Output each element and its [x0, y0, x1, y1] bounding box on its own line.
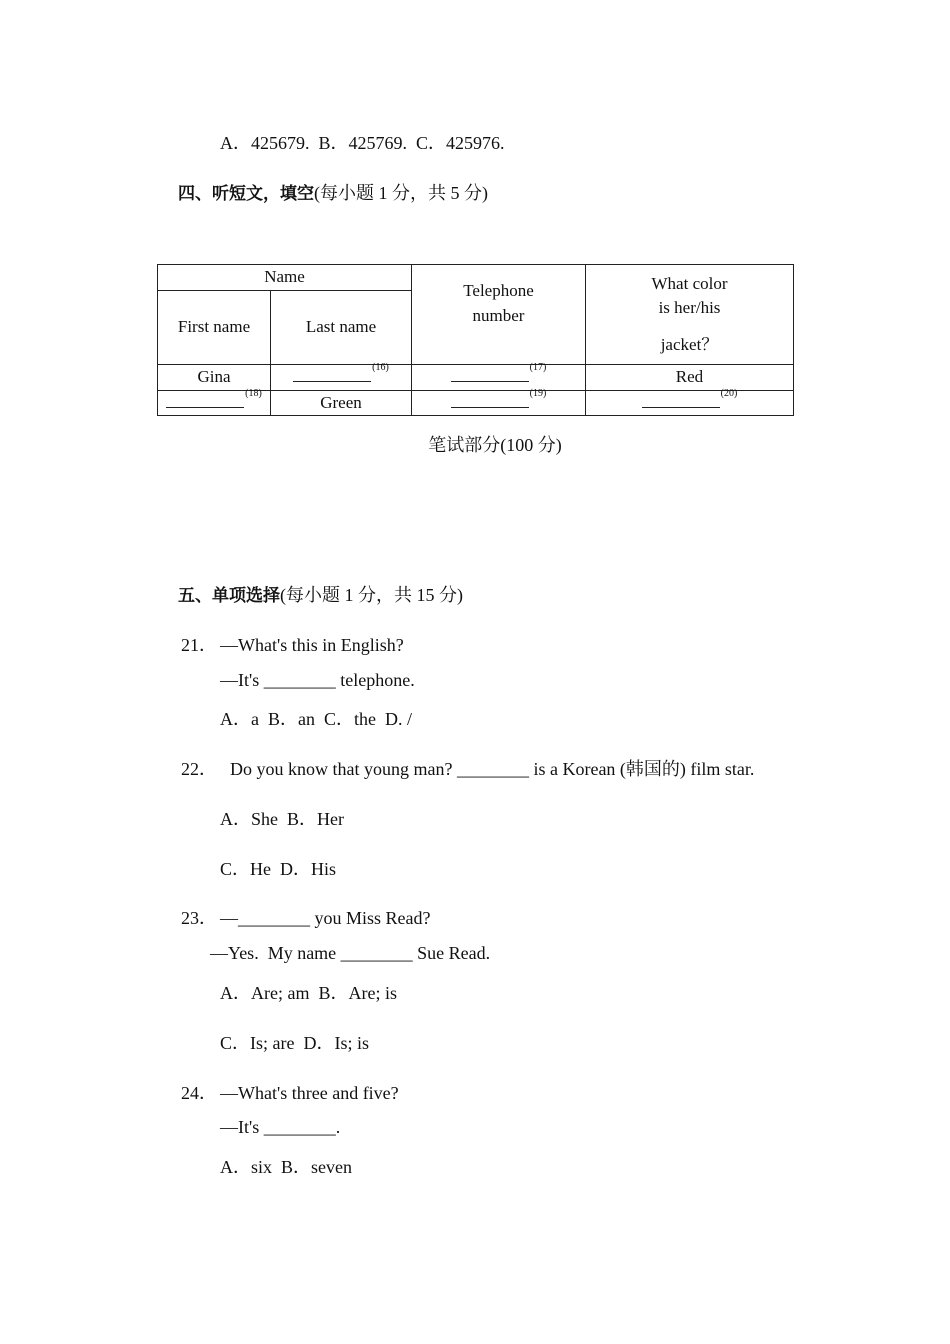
- blank-17[interactable]: [451, 367, 529, 382]
- section5-note: (每小题 1 分，共 15 分): [280, 585, 463, 605]
- q24-answer-line: —It's ________.: [220, 1117, 341, 1137]
- row2-first-name: [158, 387, 271, 416]
- tag-20: (20): [720, 387, 738, 399]
- row1-telephone: [412, 362, 586, 391]
- written-part-title: 笔试部分(100 分): [428, 435, 562, 455]
- header-first-name: First name: [158, 291, 271, 365]
- section4-heading: [178, 184, 488, 203]
- q21-question: —What's this in English?: [220, 635, 404, 655]
- blank-16[interactable]: [293, 367, 371, 382]
- q23-options-cd: C．Is; are D．Is; is: [220, 1033, 369, 1053]
- header-jacket-color: [586, 265, 794, 365]
- row2-telephone: [412, 387, 586, 416]
- row1-last-name: [271, 362, 412, 391]
- section4-note: (每小题 1 分，共 5 分): [314, 183, 488, 203]
- q22-options-cd: C．He D．His: [220, 859, 336, 879]
- tag-16: (16): [372, 362, 389, 373]
- row1-first-name: Gina: [158, 365, 271, 391]
- header-color-line2: is her/his: [658, 298, 721, 318]
- header-color-line3: jacket？: [660, 334, 719, 354]
- tag-18: (18): [245, 387, 262, 399]
- tag-17: (17): [529, 362, 547, 373]
- q21-options: A．a B．an C．the D. /: [220, 709, 412, 729]
- header-name: Name: [158, 265, 412, 291]
- q24-question: —What's three and five?: [220, 1083, 399, 1103]
- header-telephone: [412, 265, 586, 365]
- header-telephone-line2: number: [472, 305, 525, 325]
- tag-19: (19): [529, 387, 547, 399]
- q23-number: 23．: [181, 908, 217, 928]
- header-telephone-line1: Telephone: [463, 280, 534, 300]
- section5-title: 五、单项选择: [178, 586, 280, 606]
- row2-last-name: Green: [271, 390, 412, 416]
- q24-number: 24．: [181, 1083, 217, 1103]
- q22-options-ab: A．She B．Her: [220, 809, 344, 829]
- header-last-name: Last name: [271, 291, 412, 365]
- q24-options: A．six B．seven: [220, 1157, 352, 1177]
- section5-heading: [178, 586, 463, 605]
- q15-options: A．425679. B．425769. C．425976.: [220, 133, 505, 153]
- header-color-line1: What color: [651, 273, 728, 293]
- q23-answer-line: —Yes. My name ________ Sue Read.: [210, 943, 491, 963]
- row2-color: [586, 387, 794, 416]
- q23-options-ab: A．Are; am B．Are; is: [220, 983, 397, 1003]
- q21-number: 21．: [181, 635, 217, 655]
- q22-question: Do you know that young man? ________ is a Korean (韩国的) film star.: [230, 759, 755, 779]
- blank-19[interactable]: [451, 393, 529, 408]
- answer-table: [157, 264, 794, 416]
- blank-18[interactable]: [166, 393, 244, 408]
- row1-color: Red: [586, 365, 794, 391]
- section4-title: 四、听短文，填空: [178, 184, 314, 204]
- q23-question: —________ you Miss Read?: [220, 908, 431, 928]
- q21-answer-line: —It's ________ telephone.: [220, 670, 415, 690]
- q22-number: 22．: [181, 759, 217, 779]
- blank-20[interactable]: [642, 393, 720, 408]
